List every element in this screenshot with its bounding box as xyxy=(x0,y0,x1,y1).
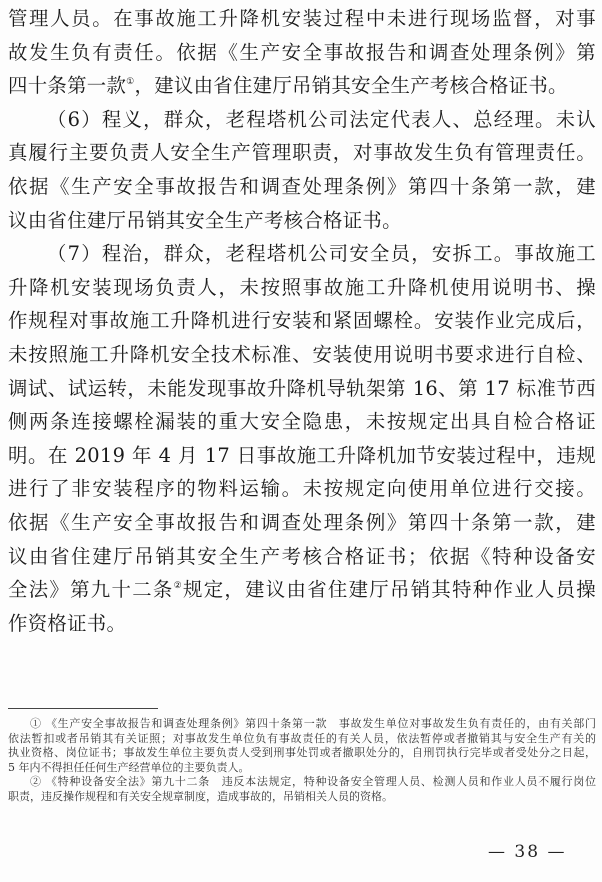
body-line: 作规程对事故施工升降机进行安装和紧固螺栓。安装作业完成后， xyxy=(8,309,596,333)
footnote-2-marker: ② xyxy=(30,775,42,788)
footnote-1-marker: ① xyxy=(30,717,42,730)
body-line: 议由省住建厅吊销其安全生产考核合格证书；依据《特种设备安 xyxy=(8,544,596,568)
body-line: 真履行主要负责人安全生产管理职责，对事故发生负有管理责任。 xyxy=(8,141,596,165)
footnote-1-line: 5 年内不得担任任何生产经营单位的主要负责人。 xyxy=(8,760,250,774)
body-line: 管理人员。在事故施工升降机安装过程中未进行现场监督，对事 xyxy=(8,7,596,30)
body-text xyxy=(8,2,596,640)
footnote-ref-2[interactable]: ② xyxy=(173,581,183,592)
footnote-2-line: 职责，违反操作规程和有关安全规章制度，造成事故的，吊销相关人员的资格。 xyxy=(8,789,393,803)
body-line: 作资格证书。 xyxy=(8,611,127,635)
body-line xyxy=(8,573,596,607)
body-line: 侧两条连接螺栓漏装的重大安全隐患，未按规定出具自检合格证 xyxy=(8,410,596,434)
page-number: — 38 — xyxy=(488,842,567,862)
footnote-1-line: 执业资格、岗位证书；事故发生单位主要负责人受到刑事处罚或者撤职处分的，自刑罚执行完毕或者受处分之日起， xyxy=(8,746,596,759)
body-line: 依据《生产安全事故报告和调查处理条例》第四十条第一款，建 xyxy=(8,174,596,198)
body-line-part: 规定，建议由省住建厅吊销其特种作业人员操 xyxy=(183,578,597,602)
footnotes xyxy=(8,717,596,804)
footnote-2-line xyxy=(8,775,596,790)
footnote-ref-1[interactable]: ① xyxy=(126,77,135,88)
footnote-2-text: 《特种设备安全法》第九十二条 违反本法规定，特种设备安全管理人员、检测人员和作业人员不履行岗位 xyxy=(45,775,596,788)
body-line: 明。在 2019 年 4 月 17 日事故施工升降机加节安装过程中，违规 xyxy=(8,443,596,467)
body-line: 未按照施工升降机安全技术标准、安装使用说明书要求进行自检、 xyxy=(8,342,596,366)
body-line-part: 四十条第一款 xyxy=(8,74,127,98)
footnote-separator xyxy=(8,708,158,709)
body-line: 依据《生产安全事故报告和调查处理条例》第四十条第一款，建 xyxy=(8,510,596,534)
body-line: 故发生负有责任。依据《生产安全事故报告和调查处理条例》第 xyxy=(8,40,596,64)
body-line-part: ，建议由省住建厅吊销其安全生产考核合格证书。 xyxy=(134,74,568,98)
body-line: （6）程义，群众，老程塔机公司法定代表人、总经理。未认 xyxy=(47,107,596,131)
body-line: （7）程治，群众，老程塔机公司安全员，安拆工。事故施工 xyxy=(47,242,596,266)
body-line: 进行了非安装程序的物料运输。未按规定向使用单位进行交接。 xyxy=(8,477,596,501)
footnote-1-line: 依法暂扣或者吊销其有关证照；对事故发生单位负有事故责任的有关人员，依法暂停或者撤销其与安全生产有关的 xyxy=(8,731,596,745)
body-line: 升降机安装现场负责人，未按照事故施工升降机使用说明书、操 xyxy=(8,275,596,299)
footnote-1-line xyxy=(8,717,596,732)
body-line: 调试、试运转，未能发现事故升降机导轨架第 16、第 17 标准节西 xyxy=(8,376,596,400)
body-line-part: 全法》第九十二条 xyxy=(8,578,174,602)
footnote-1-text: 《生产安全事故报告和调查处理条例》第四十条第一款 事故发生单位对事故发生负有责任的，由有关部门 xyxy=(45,717,596,730)
body-line: 议由省住建厅吊销其安全生产考核合格证书。 xyxy=(8,208,402,232)
body-line xyxy=(8,69,596,103)
